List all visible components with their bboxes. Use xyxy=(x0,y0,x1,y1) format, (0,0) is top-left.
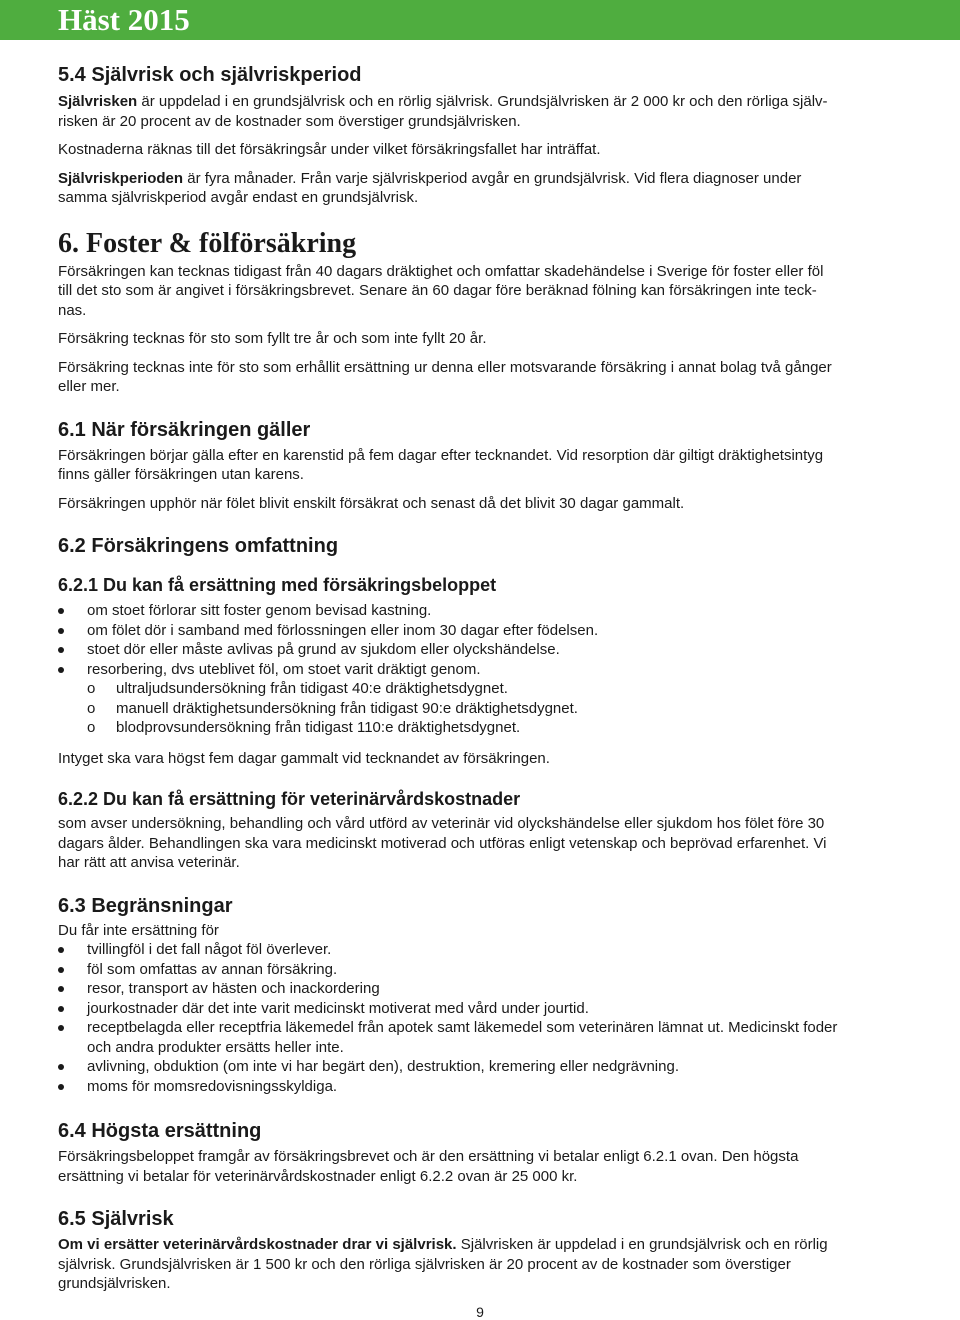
list-item: om stoet förlorar sitt foster genom bevisad kastning. xyxy=(58,601,908,621)
page-number: 9 xyxy=(476,1304,484,1320)
list-item: resorbering, dvs uteblivet föl, om stoet varit dräktigt genom. xyxy=(58,660,908,680)
text-span: blodprovsundersökning från tidigast 110:e dräktighetsdygnet. xyxy=(116,719,521,736)
text-span: eller mer. xyxy=(58,378,120,395)
text-span: Självrisken är uppdelad i en grundsjälvrisk och en rörlig xyxy=(456,1236,828,1253)
heading-6-3: 6.3 Begränsningar xyxy=(58,894,233,917)
text-span: Försäkring tecknas inte för sto som erhållit ersättning ur denna eller motsvarande försäkring i annat bolag två gånger xyxy=(58,358,832,376)
paragraph-5-4-3 xyxy=(58,169,908,208)
heading-6: 6. Foster & fölförsäkring xyxy=(58,227,357,259)
text-span: Försäkringsbeloppet framgår av försäkringsbrevet och är den ersättning vi betalar enligt 6.2.1 ovan. Den högsta xyxy=(58,1148,799,1165)
text-span: och andra produkter ersätts heller inte. xyxy=(87,1038,344,1056)
heading-6-5: 6.5 Självrisk xyxy=(58,1208,174,1230)
text-span: risken är 20 procent av de kostnader som överstiger grundsjälvrisken. xyxy=(58,112,521,130)
list-item: föl som omfattas av annan försäkring. xyxy=(58,960,908,980)
heading-5-4: 5.4 Självrisk och självriskperiod xyxy=(58,64,362,86)
list-item xyxy=(58,1018,908,1057)
list-item: om fölet dör i samband med förlossningen eller inom 30 dagar efter födelsen. xyxy=(58,621,908,641)
list-item: resor, transport av hästen och inackordering xyxy=(58,979,908,999)
sub-marker: o xyxy=(87,719,96,736)
paragraph-5-4-1 xyxy=(58,92,908,131)
text-span: finns gäller försäkringen utan karens. xyxy=(58,466,304,483)
list-item: moms för momsredovisningsskyldiga. xyxy=(58,1077,908,1097)
sub-marker: o xyxy=(87,680,96,697)
text-span: till det sto som är angivet i försäkringsbrevet. Senare än 60 dagar före beräknad fölning kan försäkringen inte teck- xyxy=(58,282,817,299)
paragraph-6-4 xyxy=(58,1147,908,1186)
sub-marker: o xyxy=(87,699,96,717)
text-span: ersättning vi betalar för veterinärvårdskostnader enligt 6.2.2 ovan är 25 000 kr. xyxy=(58,1167,578,1185)
text-span: manuell dräktighetsundersökning från tidigast 90:e dräktighetsdygnet. xyxy=(116,699,578,717)
paragraph-6-5 xyxy=(58,1235,908,1294)
heading-6-1: 6.1 När försäkringen gäller xyxy=(58,418,311,441)
list-item: avlivning, obduktion (om inte vi har begärt den), destruktion, kremering eller nedgrävning. xyxy=(58,1057,908,1077)
text-span: dagars ålder. Behandlingen ska vara medicinskt motiverad och utföras enligt vetenskap och beprövad erfarenhet. Vi xyxy=(58,834,827,852)
paragraph-5-4-2: Kostnaderna räknas till det försäkringsår under vilket försäkringsfallet har inträffat. xyxy=(58,141,601,158)
bold-term: Självriskperioden xyxy=(58,169,184,187)
paragraph-6-2: Försäkring tecknas för sto som fyllt tre år och som inte fyllt 20 år. xyxy=(58,330,487,347)
paragraph-6-2-1-after: Intyget ska vara högst fem dagar gammalt vid tecknandet av försäkringen. xyxy=(58,749,550,767)
list-item: tvillingföl i det fall något föl överlever. xyxy=(58,940,908,960)
document-title: Häst 2015 xyxy=(58,2,190,37)
text-span: ultraljudsundersökning från tidigast 40:e dräktighetsdygnet. xyxy=(116,680,508,697)
list-item: jourkostnader där det inte varit medicinskt motiverat med vård under jourtid. xyxy=(58,999,908,1019)
bold-term: Om vi ersätter veterinärvårdskostnader drar vi självrisk. xyxy=(58,1236,457,1253)
paragraph-6-1 xyxy=(58,262,908,321)
text-span: är uppdelad i en grundsjälvrisk och en rörlig självrisk. Grundsjälvrisken är 2 000 kr och den rörliga själv- xyxy=(137,93,828,110)
bold-term: Självrisken xyxy=(58,93,138,110)
text-span: receptbelagda eller receptfria läkemedel från apotek samt läkemedel som veterinären lämnat ut. Medicinskt foder xyxy=(87,1019,838,1036)
text-span: nas. xyxy=(58,301,87,319)
text-span: Försäkringen börjar gälla efter en karenstid på fem dagar efter tecknandet. Vid resorption där giltigt dräktighetsintyg xyxy=(58,446,824,464)
sub-list-item xyxy=(58,718,908,738)
paragraph-6-3-intro: Du får inte ersättning för xyxy=(58,921,219,939)
sub-list-item xyxy=(58,679,908,699)
heading-6-4: 6.4 Högsta ersättning xyxy=(58,1120,262,1142)
list-item: stoet dör eller måste avlivas på grund av sjukdom eller olyckshändelse. xyxy=(58,640,908,660)
heading-6-2-1: 6.2.1 Du kan få ersättning med försäkringsbeloppet xyxy=(58,575,497,595)
page-header xyxy=(0,0,960,40)
text-span: självrisk. Grundsjälvrisken är 1 500 kr och den rörliga självrisken är 20 procent av de kostnader som överstiger xyxy=(58,1255,791,1273)
coverage-list xyxy=(58,601,908,738)
document-body xyxy=(58,62,908,1294)
text-span: har rätt att anvisa veterinär. xyxy=(58,854,240,871)
heading-6-2-2: 6.2.2 Du kan få ersättning för veterinärvårdskostnader xyxy=(58,789,521,809)
text-span: grundsjälvrisken. xyxy=(58,1275,171,1292)
text-span: är fyra månader. Från varje självriskperiod avgår en grundsjälvrisk. Vid flera diagnoser under xyxy=(183,169,802,187)
limitations-list xyxy=(58,940,908,1096)
paragraph-6-3 xyxy=(58,358,908,397)
paragraph-6-1-2: Försäkringen upphör när fölet blivit enskilt försäkrat och senast då det blivit 30 dagar gammalt. xyxy=(58,494,685,512)
text-span: Försäkringen kan tecknas tidigast från 40 dagars dräktighet och omfattar skadehändelse i Sverige för foster eller föl xyxy=(58,262,824,280)
sub-list-item xyxy=(58,699,908,719)
paragraph-6-2-2 xyxy=(58,814,908,873)
text-span: samma självriskperiod avgår endast en grundsjälvrisk. xyxy=(58,189,419,206)
paragraph-6-1-1 xyxy=(58,446,908,485)
heading-6-2: 6.2 Försäkringens omfattning xyxy=(58,535,339,557)
text-span: som avser undersökning, behandling och vård utförd av veterinär vid olyckshändelse eller sjukdom hos fölet före 30 xyxy=(58,815,825,832)
